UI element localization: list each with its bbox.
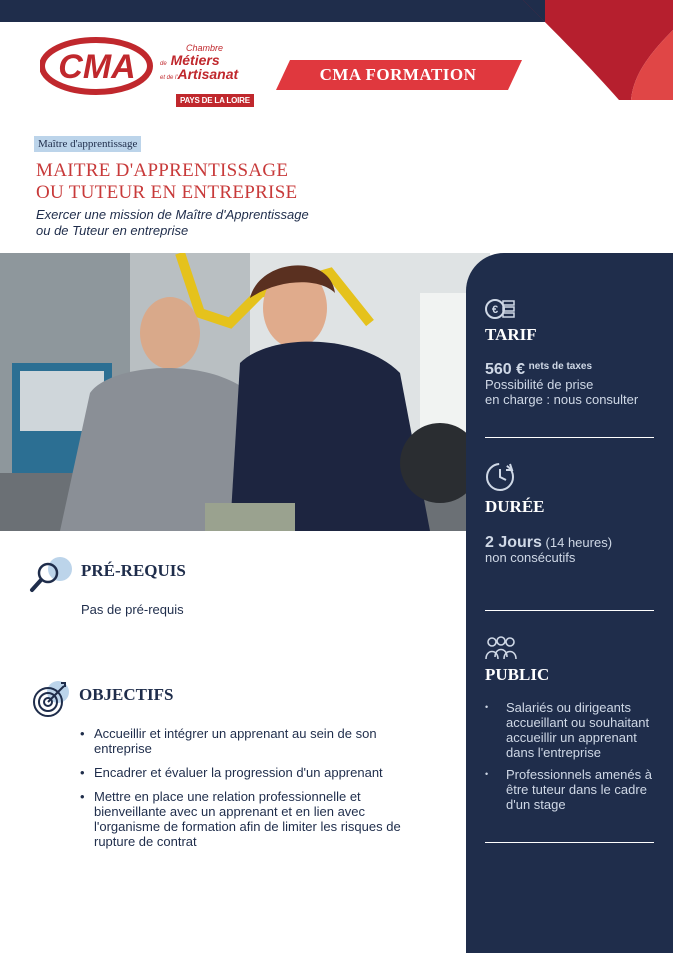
logo-line-metiers: Métiers <box>170 52 220 68</box>
svg-text:€: € <box>491 304 499 316</box>
duree-hours: (14 heures) <box>545 535 613 550</box>
public-heading: PUBLIC <box>485 665 550 684</box>
clock-icon <box>484 461 516 493</box>
tarif-price: 560 € <box>485 361 526 378</box>
subtitle-line-2: ou de Tuteur en entreprise <box>36 223 189 238</box>
tarif-heading: TARIF <box>485 325 537 344</box>
category-tag: Maître d'apprentissage <box>34 136 141 152</box>
duree-days: 2 Jours <box>485 534 542 551</box>
corner-decoration <box>523 0 673 100</box>
magnifier-icon <box>28 555 74 597</box>
duree-details <box>485 535 663 565</box>
divider <box>485 610 654 611</box>
list-item: • Salariés ou dirigeants accueillant ou souhaitant accueillir un apprenant dans l'entreprise <box>485 700 655 760</box>
money-icon <box>484 297 516 323</box>
banner-label: CMA FORMATION <box>319 65 477 84</box>
cma-logo-icon <box>40 36 155 96</box>
target-icon <box>30 680 72 720</box>
subtitle-line-1: Exercer une mission de Maître d'Apprentissage <box>36 207 309 222</box>
divider <box>485 842 654 843</box>
region-badge: PAYS DE LA LOIRE <box>176 94 254 107</box>
duree-heading: DURÉE <box>485 497 545 516</box>
logo-line-chambre: Chambre <box>186 43 224 53</box>
tarif-line-1: Possibilité de prise <box>485 377 594 392</box>
prerequis-text: Pas de pré-requis <box>81 602 184 617</box>
workshop-photo <box>0 253 490 531</box>
logo-line-artisanat: Artisanat <box>177 66 239 82</box>
course-subtitle <box>36 207 309 239</box>
tarif-line-2: en charge : nous consulter <box>485 392 639 407</box>
tarif-price-note: nets de taxes <box>528 361 593 372</box>
photo-illustration <box>0 253 490 531</box>
divider <box>485 437 654 438</box>
objectifs-list <box>80 726 430 858</box>
logo-prefix-et-de: et de l' <box>160 75 178 81</box>
list-item: • Mettre en place une relation professionnelle et bienveillante avec un apprenant et en lien avec l'organisme de formation afin de limiter les risques de rupture de contrat <box>80 789 430 849</box>
list-item: • Accueillir et intégrer un apprenant au sein de son entreprise <box>80 726 430 756</box>
tarif-details <box>485 359 663 407</box>
info-sidebar <box>466 253 673 953</box>
cma-logo-text <box>160 44 238 81</box>
course-title <box>36 160 297 204</box>
title-line-2: OU TUTEUR EN ENTREPRISE <box>36 182 298 203</box>
cma-logo-mark: CMA <box>58 48 136 86</box>
people-icon <box>484 635 518 661</box>
objectifs-heading: OBJECTIFS <box>79 685 174 704</box>
public-list <box>485 700 655 819</box>
list-item: • Encadrer et évaluer la progression d'un apprenant <box>80 765 430 780</box>
prerequis-heading: PRÉ-REQUIS <box>81 561 186 580</box>
logo-prefix-de: de <box>160 61 167 67</box>
title-line-1: MAITRE D'APPRENTISSAGE <box>36 160 289 181</box>
list-item: • Professionnels amenés à être tuteur dans le cadre d'un stage <box>485 767 655 812</box>
duree-note: non consécutifs <box>485 550 576 565</box>
